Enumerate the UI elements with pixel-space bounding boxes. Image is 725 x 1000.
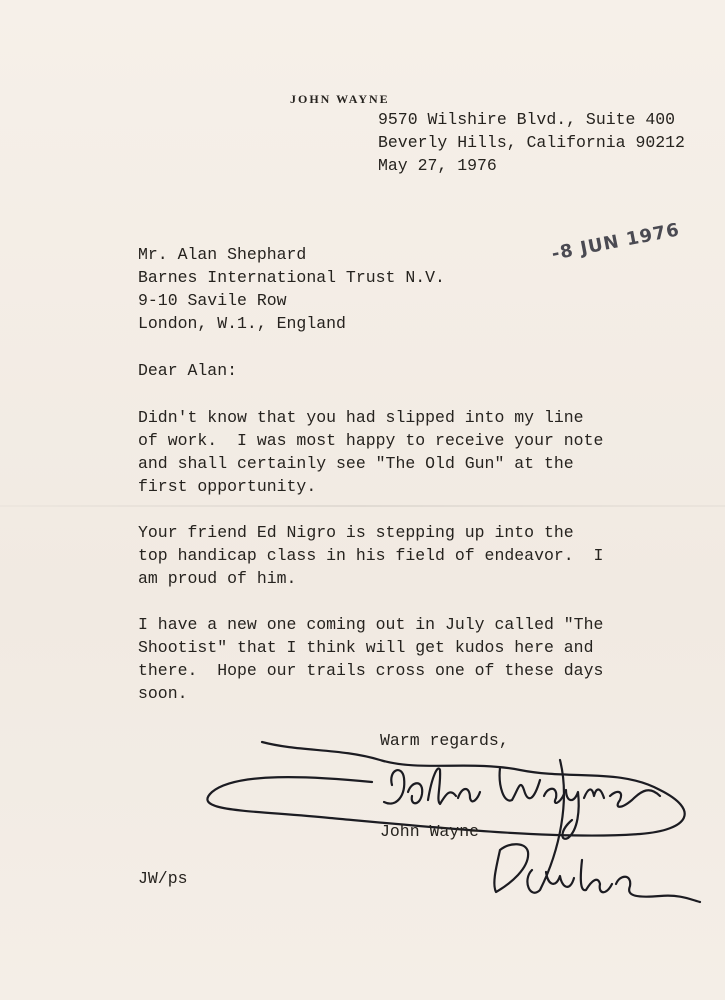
body-paragraph-1-line: of work. I was most happy to receive your note — [138, 431, 604, 450]
body-paragraph-3-line: Shootist" that I think will get kudos here and — [138, 638, 594, 657]
body-paragraph-3-line: soon. — [138, 684, 188, 703]
body-paragraph-2-line: am proud of him. — [138, 569, 297, 588]
body-paragraph-3-line: I have a new one coming out in July called "The — [138, 615, 604, 634]
received-date-stamp: -8 JUN 1976 — [549, 219, 682, 265]
letterhead-name: JOHN WAYNE — [290, 92, 390, 106]
body-paragraph-1-line: Didn't know that you had slipped into my line — [138, 408, 584, 427]
letterhead-address-line1: 9570 Wilshire Blvd., Suite 400 — [378, 110, 676, 129]
closing: Warm regards, — [380, 731, 509, 750]
typed-signature-name: John Wayne — [380, 822, 480, 841]
salutation: Dear Alan: — [138, 361, 238, 380]
body-paragraph-2-line: Your friend Ed Nigro is stepping up into the — [138, 523, 574, 542]
body-paragraph-3-line: there. Hope our trails cross one of these days — [138, 661, 604, 680]
recipient-name: Mr. Alan Shephard — [138, 245, 307, 264]
recipient-city: London, W.1., England — [138, 314, 346, 333]
body-paragraph-1-line: and shall certainly see "The Old Gun" at the — [138, 454, 574, 473]
letter-date: May 27, 1976 — [378, 156, 497, 175]
letterhead-address-line2: Beverly Hills, California 90212 — [378, 133, 685, 152]
body-paragraph-2-line: top handicap class in his field of endeavor. I — [138, 546, 604, 565]
body-paragraph-1-line: first opportunity. — [138, 477, 317, 496]
reference-initials: JW/ps — [138, 869, 188, 888]
recipient-street: 9-10 Savile Row — [138, 291, 287, 310]
recipient-company: Barnes International Trust N.V. — [138, 268, 445, 287]
paper-fold-line — [0, 505, 725, 507]
